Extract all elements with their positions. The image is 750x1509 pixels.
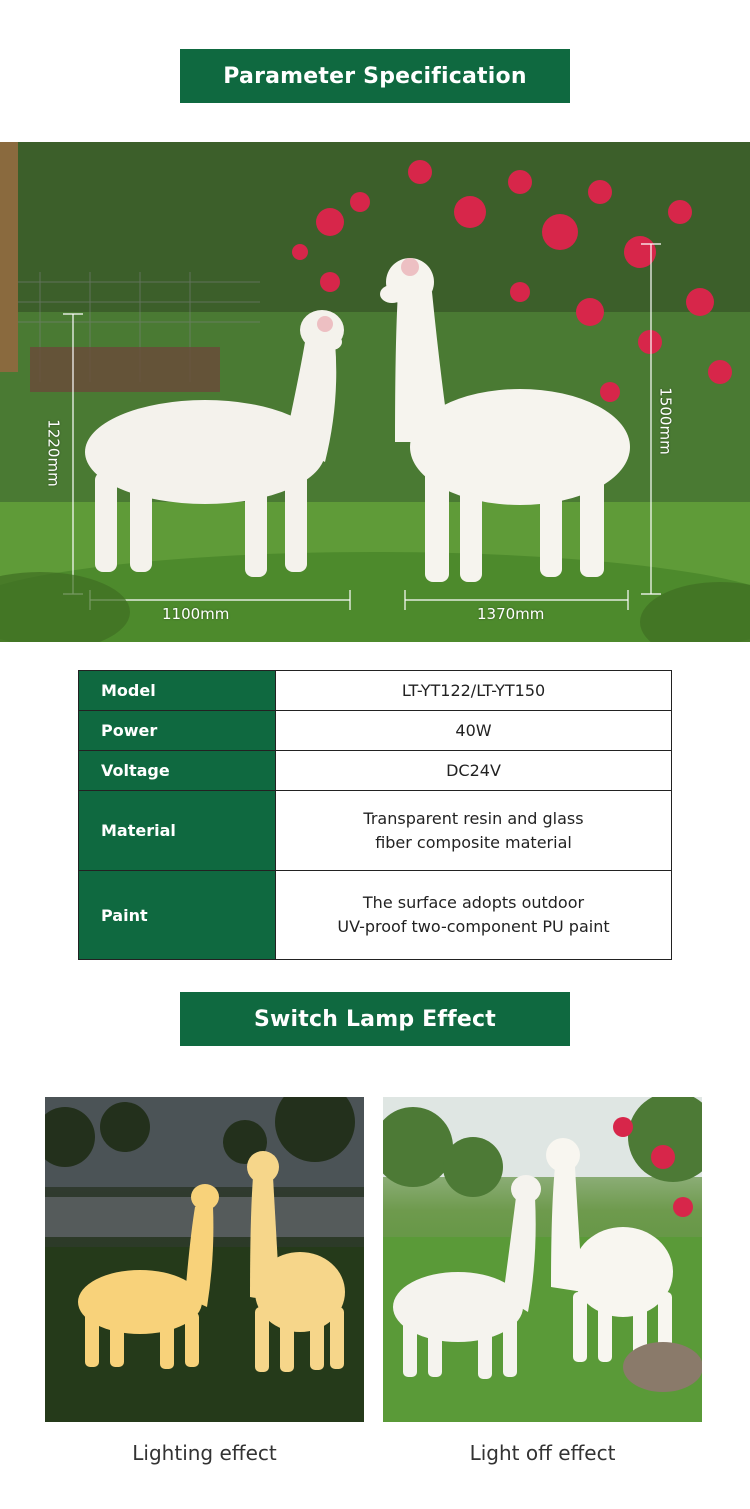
spec-value: 40W <box>276 711 672 751</box>
spec-value: The surface adopts outdoor UV-proof two-component PU paint <box>276 871 672 960</box>
spec-key: Voltage <box>79 751 276 791</box>
spec-value: DC24V <box>276 751 672 791</box>
photo-light-off-effect <box>383 1097 702 1422</box>
unlit-alpacas-illustration <box>383 1097 702 1422</box>
spec-row-voltage <box>79 751 672 791</box>
spec-value: LT-YT122/LT-YT150 <box>276 671 672 711</box>
spec-row-material <box>79 791 672 871</box>
spec-key: Material <box>79 791 276 871</box>
section-title-switch-lamp-effect: Switch Lamp Effect <box>180 992 570 1046</box>
spec-value: Transparent resin and glass fiber composite material <box>276 791 672 871</box>
spec-row-power <box>79 711 672 751</box>
dimension-large-length: 1370mm <box>477 605 545 623</box>
caption-lighting-effect: Lighting effect <box>132 1441 277 1465</box>
caption-light-off-effect: Light off effect <box>469 1441 616 1465</box>
section-title-parameter-specification: Parameter Specification <box>180 49 570 103</box>
dimension-large-height: 1500mm <box>656 387 675 455</box>
hero-product-photo <box>0 142 750 642</box>
spec-key: Model <box>79 671 276 711</box>
dimension-small-length: 1100mm <box>162 605 230 623</box>
dimension-small-height: 1220mm <box>44 419 63 487</box>
spec-key: Power <box>79 711 276 751</box>
spec-key: Paint <box>79 871 276 960</box>
spec-row-model <box>79 671 672 711</box>
alpaca-garden-illustration <box>0 142 750 642</box>
lit-alpacas-illustration <box>45 1097 364 1422</box>
photo-lighting-effect <box>45 1097 364 1422</box>
spec-table <box>78 670 672 960</box>
spec-row-paint <box>79 871 672 960</box>
